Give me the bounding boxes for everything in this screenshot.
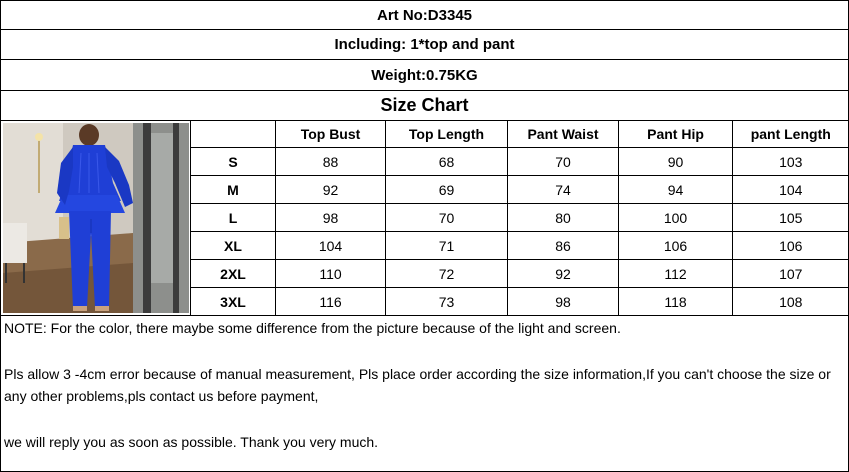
product-photo bbox=[3, 123, 189, 313]
table-cell: 74 bbox=[508, 176, 619, 204]
size-label: XL bbox=[191, 232, 276, 260]
table-row bbox=[191, 288, 849, 316]
table-cell: 90 bbox=[619, 148, 733, 176]
table-cell: 72 bbox=[386, 260, 508, 288]
table-cell: 71 bbox=[386, 232, 508, 260]
table-cell: 112 bbox=[619, 260, 733, 288]
table-cell: 70 bbox=[386, 204, 508, 232]
reply-note: we will reply you as soon as possible. Thank you very much. bbox=[4, 433, 379, 450]
table-cell: 108 bbox=[733, 288, 849, 316]
column-header-size bbox=[191, 121, 276, 148]
table-cell: 92 bbox=[508, 260, 619, 288]
table-cell: 104 bbox=[276, 232, 386, 260]
size-label: M bbox=[191, 176, 276, 204]
table-cell: 80 bbox=[508, 204, 619, 232]
including-line: Including: 1*top and pant bbox=[1, 30, 848, 60]
column-header-top-bust: Top Bust bbox=[276, 121, 386, 148]
table-cell: 104 bbox=[733, 176, 849, 204]
column-header-top-length: Top Length bbox=[386, 121, 508, 148]
table-row bbox=[191, 232, 849, 260]
table-cell: 69 bbox=[386, 176, 508, 204]
color-note: NOTE: For the color, there maybe some difference from the picture because of the light and screen. bbox=[4, 320, 621, 336]
measurement-note: Pls allow 3 -4cm error because of manual measurement, Pls place order according the size information,If you can't choose the size or any other problems,pls contact us before payment, bbox=[4, 365, 831, 404]
table-cell: 100 bbox=[619, 204, 733, 232]
table-cell: 98 bbox=[276, 204, 386, 232]
table-cell: 116 bbox=[276, 288, 386, 316]
table-row bbox=[191, 204, 849, 232]
table-cell: 103 bbox=[733, 148, 849, 176]
table-cell: 105 bbox=[733, 204, 849, 232]
size-label: S bbox=[191, 148, 276, 176]
size-label: 3XL bbox=[191, 288, 276, 316]
size-label: L bbox=[191, 204, 276, 232]
table-row bbox=[191, 148, 849, 176]
art-number: Art No:D3345 bbox=[1, 1, 848, 30]
table-cell: 92 bbox=[276, 176, 386, 204]
column-header-pant-hip: Pant Hip bbox=[619, 121, 733, 148]
column-header-pant-waist: Pant Waist bbox=[508, 121, 619, 148]
table-cell: 68 bbox=[386, 148, 508, 176]
table-cell: 88 bbox=[276, 148, 386, 176]
weight-line: Weight:0.75KG bbox=[1, 60, 848, 91]
table-cell: 98 bbox=[508, 288, 619, 316]
table-cell: 106 bbox=[619, 232, 733, 260]
table-cell: 118 bbox=[619, 288, 733, 316]
table-header-row bbox=[191, 121, 849, 148]
table-cell: 70 bbox=[508, 148, 619, 176]
size-chart-section bbox=[1, 120, 848, 316]
table-row bbox=[191, 260, 849, 288]
notes-section bbox=[4, 317, 844, 453]
table-cell: 73 bbox=[386, 288, 508, 316]
size-chart-title: Size Chart bbox=[380, 95, 469, 115]
size-table bbox=[190, 121, 849, 315]
table-row bbox=[191, 176, 849, 204]
table-cell: 110 bbox=[276, 260, 386, 288]
table-cell: 107 bbox=[733, 260, 849, 288]
table-cell: 106 bbox=[733, 232, 849, 260]
size-label: 2XL bbox=[191, 260, 276, 288]
column-header-pant-length: pant Length bbox=[733, 121, 849, 148]
table-cell: 94 bbox=[619, 176, 733, 204]
table-cell: 86 bbox=[508, 232, 619, 260]
